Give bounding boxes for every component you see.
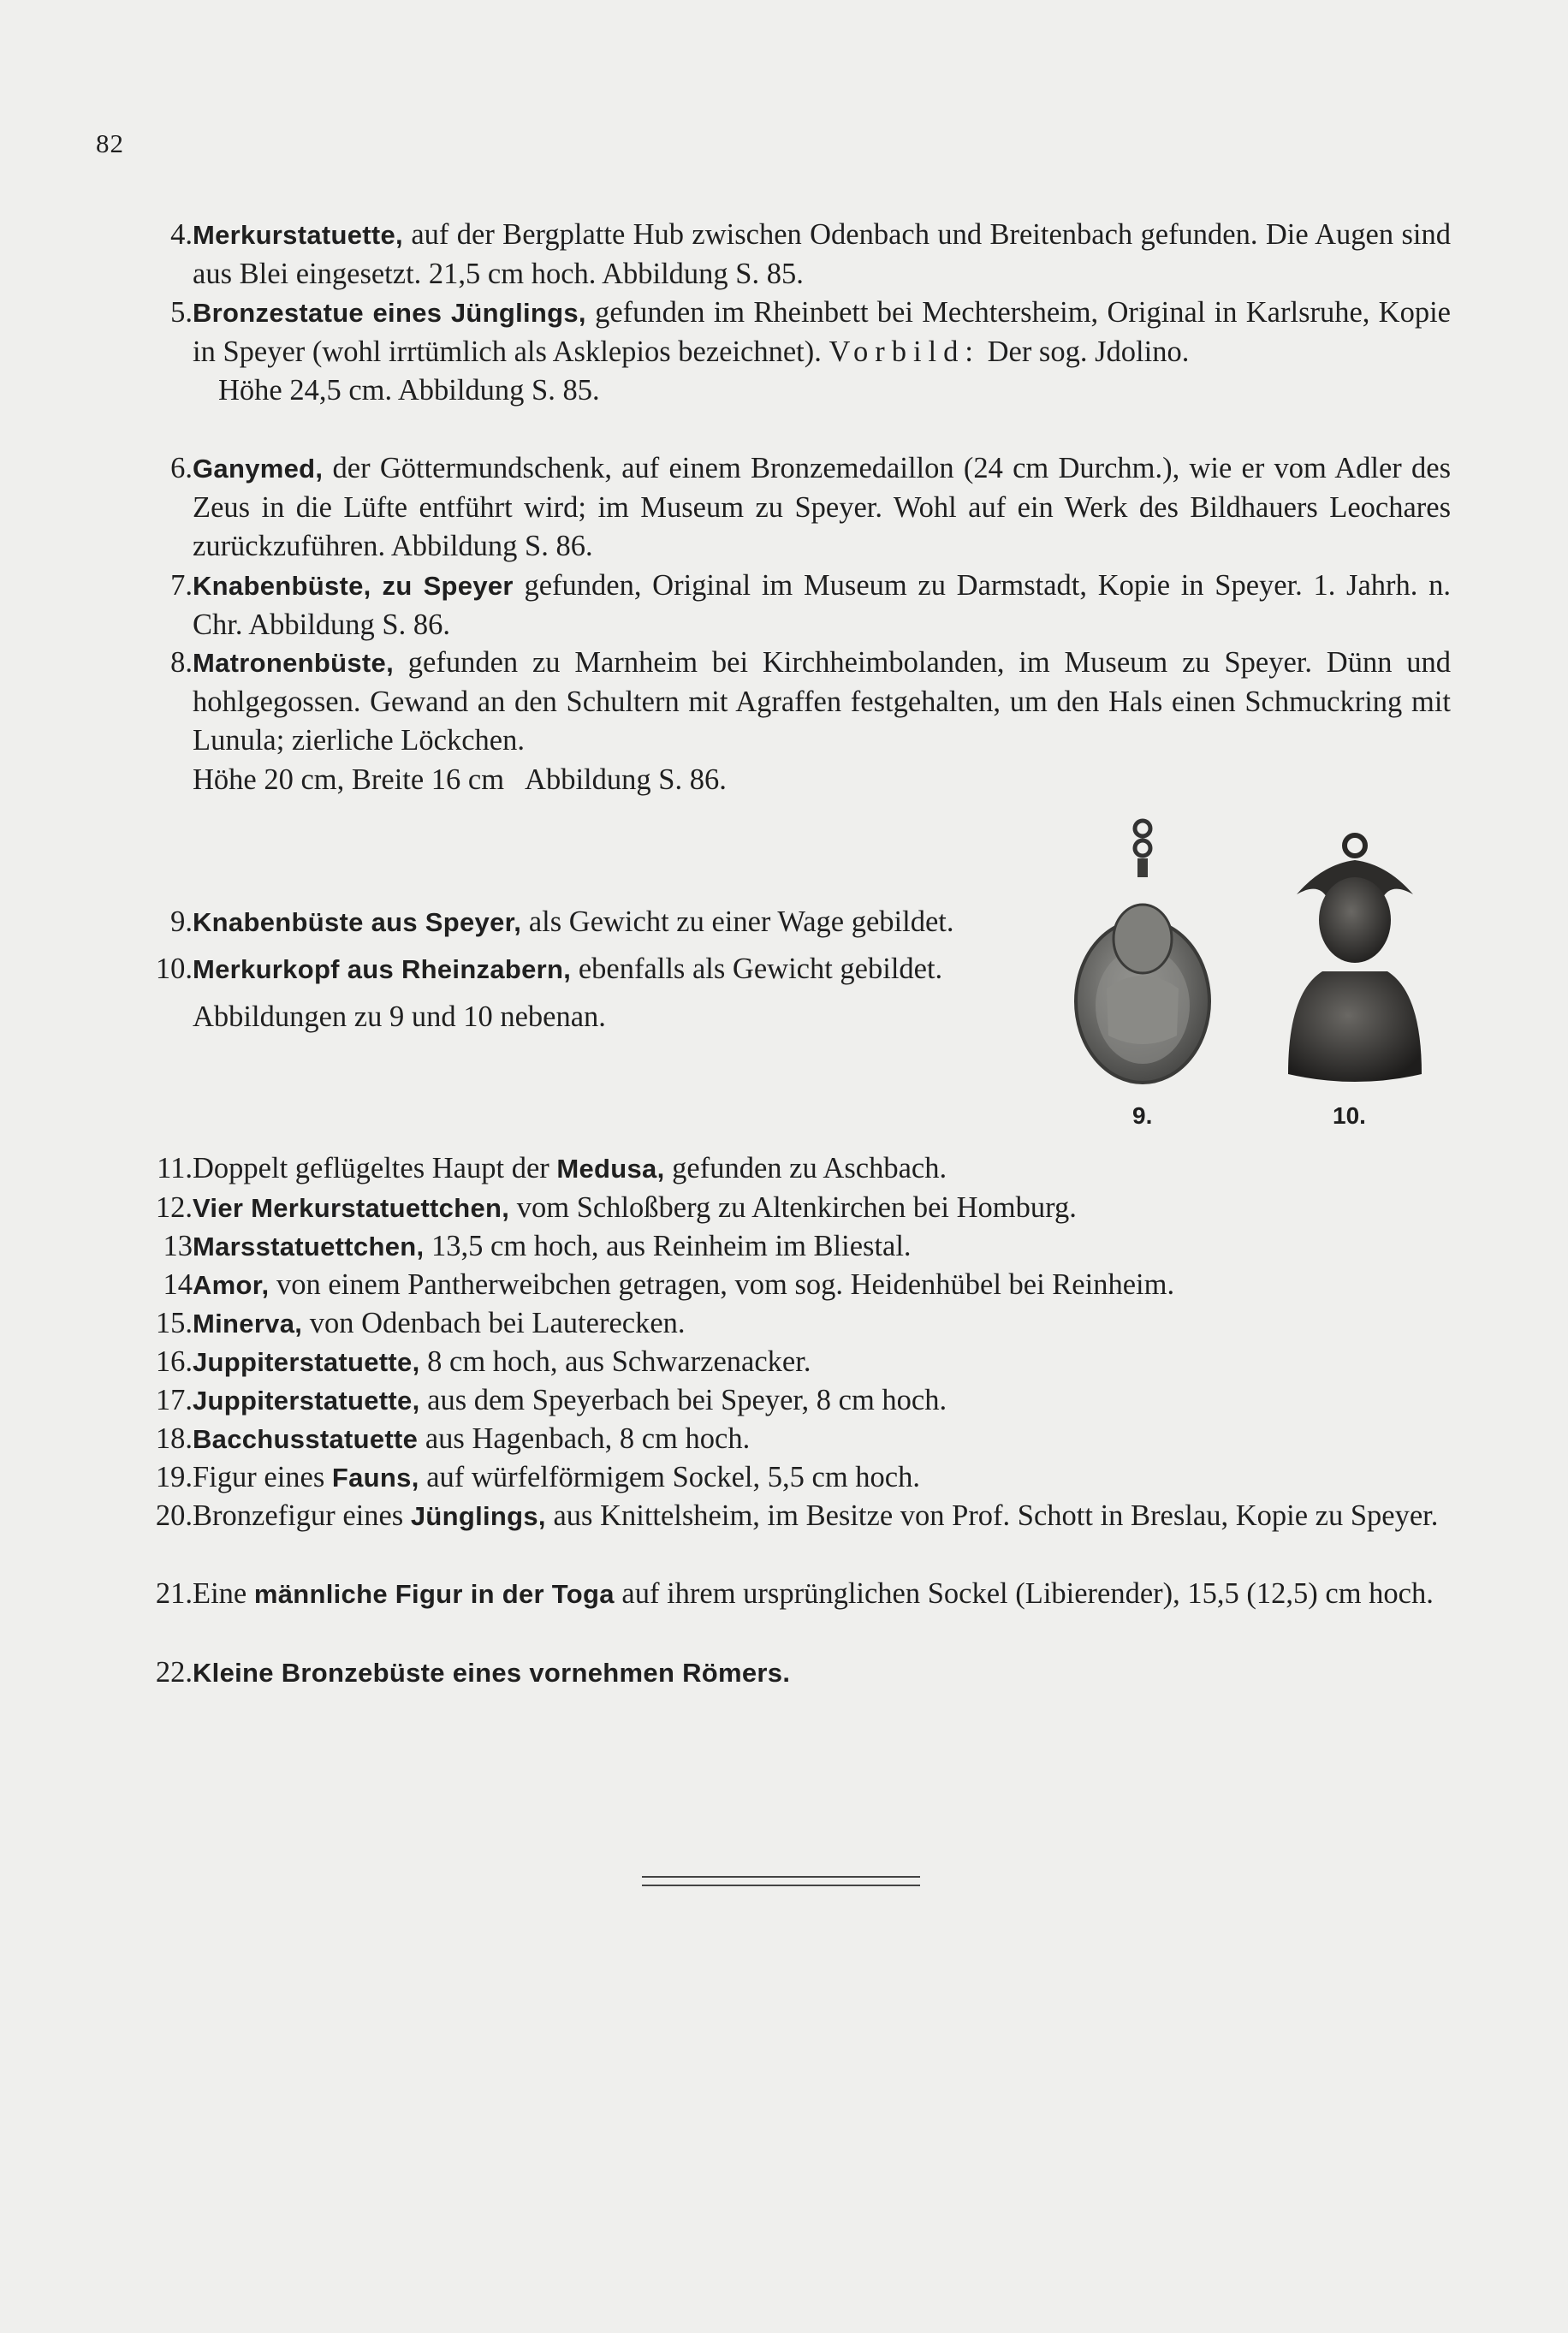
entry-title: Juppiterstatuette, — [193, 1386, 420, 1416]
entry-number: 18. — [155, 1422, 193, 1455]
figure-label-10: 10. — [1333, 1102, 1366, 1129]
entry-number: 5. — [170, 296, 193, 329]
entry-number: 15. — [155, 1307, 193, 1339]
entry-number: 13 — [163, 1230, 193, 1262]
entry-number: 9. — [170, 905, 193, 938]
entry-text: gefunden im Rheinbett bei Mechtersheim, Original in Karlsruhe, Kopie in Speyer (wohl irrtümlich als Asklepios bezeichnet). — [193, 296, 1451, 368]
entry-text: von einem Pantherweibchen getragen, vom sog. Heidenhübel bei Reinheim. — [269, 1268, 1175, 1301]
entry-title: Vier Merkurstatuettchen, — [193, 1193, 510, 1223]
catalog-entry-8 — [150, 644, 1451, 799]
entry-title: Knabenbüste aus Speyer, — [193, 907, 522, 937]
entry-text: ebenfalls als Gewicht gebildet. — [571, 953, 943, 985]
entry-text-pre: Bronzefigur eines — [193, 1499, 411, 1532]
entry-number: 11. — [157, 1152, 193, 1184]
entry-number: 7. — [170, 569, 193, 602]
entry-number: 6. — [170, 452, 193, 484]
entry-title: Amor, — [193, 1270, 270, 1300]
entry-text: 13,5 cm hoch, aus Reinheim im Bliestal. — [424, 1230, 912, 1262]
entry-text: von Odenbach bei Lauterecken. — [302, 1307, 686, 1339]
entry-number: 14 — [163, 1268, 193, 1301]
entry-text: 8 cm hoch, aus Schwarzenacker. — [419, 1345, 811, 1378]
catalog-entry-9 — [150, 903, 1057, 942]
entry-text: aus Hagenbach, 8 cm hoch. — [418, 1422, 751, 1455]
entry-number: 17. — [155, 1384, 193, 1416]
entry-text: aus Knittelsheim, im Besitze von Prof. Schott in Breslau, Kopie zu Speyer. — [545, 1499, 1439, 1532]
catalog-entry-13 — [150, 1227, 1451, 1267]
catalog-entry-19 — [150, 1458, 1451, 1498]
entry-text: vom Schloßberg zu Altenkirchen bei Homburg. — [509, 1191, 1077, 1224]
entry-title: Bronzestatue eines Jünglings, — [193, 298, 586, 328]
entry-text: auf ihrem ursprünglichen Sockel (Libierender), 15,5 (12,5) cm hoch. — [614, 1577, 1434, 1610]
entry-number: 22. — [155, 1656, 193, 1689]
entry-text: gefunden, Original im Museum zu Darmstadt, Kopie in Speyer. 1. Jahrh. n. Chr. Abbildung S. 86. — [193, 569, 1451, 641]
entry-text: als Gewicht zu einer Wage gebildet. — [521, 905, 954, 938]
entry-title: Medusa, — [556, 1154, 665, 1184]
entry-title: männliche Figur in der Toga — [253, 1579, 615, 1609]
figure-label-9: 9. — [1132, 1102, 1153, 1129]
entry-number: 20. — [155, 1499, 193, 1532]
entry-title: Knabenbüste, zu Speyer — [193, 571, 514, 601]
catalog-entry-11 — [150, 1149, 1451, 1189]
bronze-figures-illustration — [1074, 817, 1451, 1160]
entry-number: 4. — [170, 218, 193, 251]
catalog-entry-5 — [150, 294, 1451, 411]
bronze-weights-image — [1074, 817, 1451, 1091]
entry-title: Fauns, — [331, 1463, 419, 1493]
catalog-entry-18 — [150, 1420, 1451, 1459]
entry-title: Bacchusstatuette — [193, 1424, 419, 1454]
entry-title: Jünglings, — [410, 1501, 546, 1531]
catalog-entry-12 — [150, 1189, 1451, 1228]
entry-text-cont: Der sog. Jdolino. — [979, 335, 1190, 368]
entry-text: gefunden zu Aschbach. — [664, 1152, 947, 1184]
catalog-entry-16 — [150, 1343, 1451, 1382]
figure-9-medallion — [1076, 821, 1209, 1083]
entry-title: Ganymed, — [193, 454, 324, 484]
figure-reference: Abbildungen zu 9 und 10 nebenan. — [193, 1000, 606, 1033]
catalog-entry-20 — [150, 1497, 1451, 1536]
entry-title: Marsstatuettchen, — [193, 1232, 425, 1261]
catalog-entry-15 — [150, 1304, 1451, 1344]
entry-number: 12. — [155, 1191, 193, 1224]
entry-text: aus dem Speyerbach bei Speyer, 8 cm hoch. — [419, 1384, 947, 1416]
catalog-entry-21 — [150, 1575, 1451, 1614]
entry-text: auf der Bergplatte Hub zwischen Odenbach und Breitenbach gefunden. Die Augen sind aus Blei eingesetzt. 21,5 cm hoch. Abbildung S. 85. — [193, 218, 1451, 290]
catalog-entry-10 — [150, 950, 1057, 1036]
entry-title: Minerva, — [193, 1309, 303, 1339]
figure-10-mercury-head — [1288, 835, 1422, 1082]
entry-text: der Göttermundschenk, auf einem Bronzemedaillon (24 cm Durchm.), wie er vom Adler des Zeus in die Lüfte entführt wird; im Museum zu Speyer. Wohl auf ein Werk des Bildhauers Leochares zurückzuführen. Abbildung S. 86. — [193, 452, 1451, 562]
entry-spaced-label: Vorbild: — [829, 335, 980, 368]
entry-title: Merkurkopf aus Rheinzabern, — [193, 954, 572, 984]
entry-text-pre: Figur eines — [193, 1461, 332, 1493]
catalog-entry-22 — [150, 1653, 1451, 1693]
entry-number: 8. — [170, 646, 193, 679]
catalog-entry-14 — [150, 1266, 1451, 1305]
section-end-rule — [642, 1876, 920, 1886]
entry-text: auf würfelförmigem Sockel, 5,5 cm hoch. — [419, 1461, 920, 1493]
page-number: 82 — [96, 128, 124, 158]
entry-text: gefunden zu Marnheim bei Kirchheimbolanden, im Museum zu Speyer. Dünn und hohlgegossen. Gewand an den Schultern mit Agraffen festgehalten, um den Hals einen Schmuckring mit Lunula; zierliche Löckchen. — [193, 646, 1451, 757]
entry-number: 19. — [155, 1461, 193, 1493]
catalog-entry-4 — [150, 216, 1451, 294]
entry-text-pre: Eine — [193, 1577, 254, 1610]
catalog-entry-7 — [150, 567, 1451, 644]
entry-number: 16. — [155, 1345, 193, 1378]
entry-measure: Höhe 20 cm, Breite 16 cm Abbildung S. 86. — [193, 763, 727, 796]
entry-number: 10. — [155, 953, 193, 985]
catalog-entry-6 — [150, 449, 1451, 567]
entry-text-pre: Doppelt geflügeltes Haupt der — [193, 1152, 557, 1184]
catalog-entry-17 — [150, 1381, 1451, 1421]
entry-title: Matronenbüste, — [193, 648, 394, 678]
entry-measure: Höhe 24,5 cm. Abbildung S. 85. — [218, 374, 600, 407]
entry-title: Merkurstatuette, — [193, 220, 403, 250]
entry-title: Kleine Bronzebüste eines vornehmen Römers. — [193, 1658, 791, 1688]
entry-number: 21. — [155, 1577, 193, 1610]
entry-title: Juppiterstatuette, — [193, 1347, 420, 1377]
